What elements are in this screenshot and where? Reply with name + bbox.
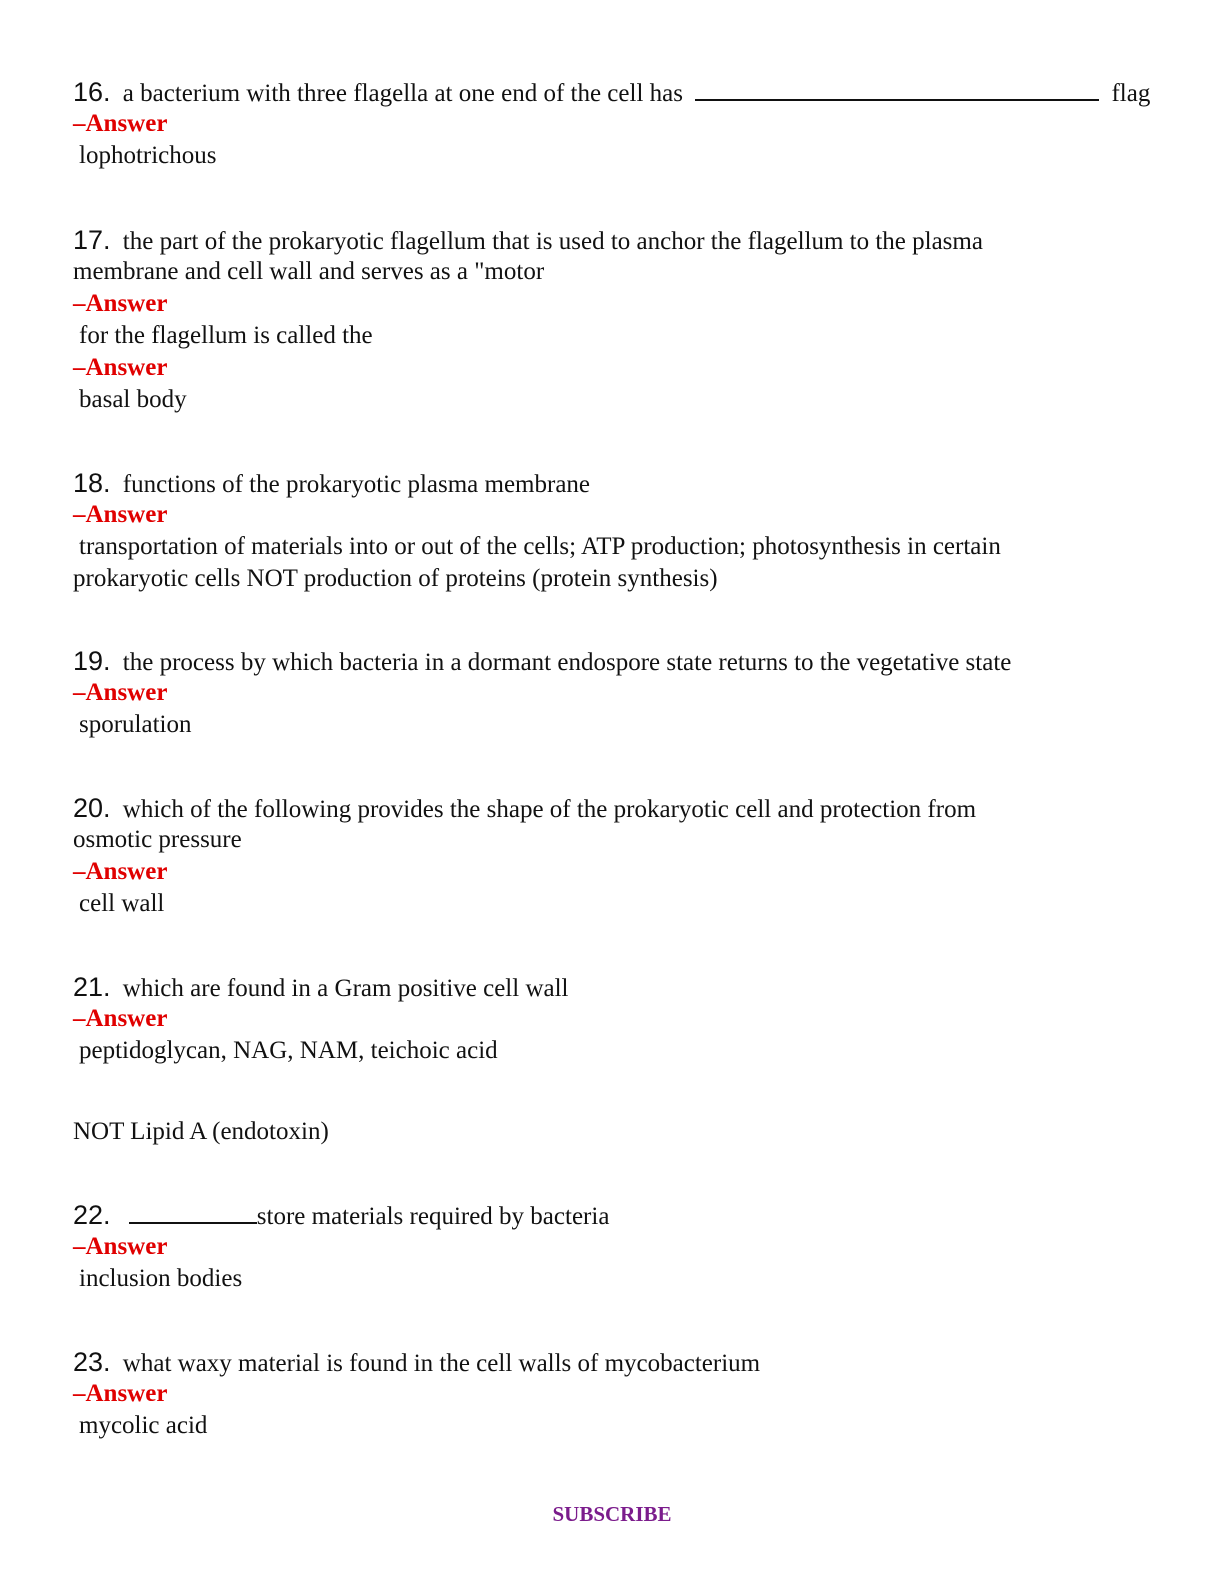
answer-label: –Answer	[73, 1380, 168, 1407]
question-text: the process by which bacteria in a dormant endospore state returns to the vegetative state	[122, 649, 1012, 676]
question-19	[73, 645, 1011, 679]
answer-label: –Answer	[73, 679, 168, 706]
question-17	[73, 224, 983, 258]
answer-label: –Answer	[73, 501, 168, 528]
question-text: store materials required by bacteria	[256, 1203, 610, 1230]
answer-text: basal body	[79, 386, 187, 413]
answer-label: –Answer	[73, 858, 168, 885]
question-number: 19.	[73, 646, 111, 676]
answer-text: mycolic acid	[79, 1412, 208, 1439]
question-text-continued: for the flagellum is called the	[79, 322, 373, 349]
answer-label: –Answer	[73, 354, 168, 381]
answer-text-continued: prokaryotic cells NOT production of proteins (protein synthesis)	[73, 565, 718, 592]
question-20	[73, 792, 976, 826]
question-number: 17.	[73, 225, 111, 255]
question-16	[73, 76, 1150, 110]
question-number: 22.	[73, 1200, 111, 1230]
question-number: 20.	[73, 793, 111, 823]
answer-label: –Answer	[73, 1005, 168, 1032]
answer-text: lophotrichous	[79, 142, 217, 169]
answer-text: peptidoglycan, NAG, NAM, teichoic acid	[79, 1037, 498, 1064]
question-22	[73, 1199, 609, 1233]
question-number: 23.	[73, 1347, 111, 1377]
question-number: 18.	[73, 468, 111, 498]
question-23	[73, 1346, 760, 1380]
question-number: 21.	[73, 972, 111, 1002]
answer-label: –Answer	[73, 290, 168, 317]
question-text: the part of the prokaryotic flagellum that is used to anchor the flagellum to the plasma	[122, 228, 983, 255]
answer-text: sporulation	[79, 711, 192, 738]
question-21	[73, 971, 569, 1005]
question-text-continued: flag	[1111, 80, 1151, 107]
subscribe-link[interactable]: SUBSCRIBE	[552, 1502, 672, 1526]
answer-label: –Answer	[73, 1233, 168, 1260]
question-text-continued: membrane and cell wall and serves as a "motor	[73, 258, 545, 285]
question-text: a bacterium with three flagella at one end of the cell has	[122, 80, 683, 107]
answer-blank	[695, 79, 1099, 101]
answer-note: NOT Lipid A (endotoxin)	[73, 1118, 329, 1145]
question-text: which of the following provides the shape of the prokaryotic cell and protection from	[122, 796, 977, 823]
question-number: 16.	[73, 77, 111, 107]
question-18	[73, 467, 590, 501]
answer-text: transportation of materials into or out of the cells; ATP production; photosynthesis in certain	[79, 533, 1001, 560]
question-text: functions of the prokaryotic plasma membrane	[122, 471, 591, 498]
answer-blank	[129, 1202, 257, 1224]
question-text: which are found in a Gram positive cell wall	[122, 975, 569, 1002]
question-text: what waxy material is found in the cell walls of mycobacterium	[122, 1350, 761, 1377]
answer-text: inclusion bodies	[79, 1265, 243, 1292]
answer-label: –Answer	[73, 110, 168, 137]
answer-text: cell wall	[79, 890, 165, 917]
question-text-continued: osmotic pressure	[73, 826, 242, 853]
